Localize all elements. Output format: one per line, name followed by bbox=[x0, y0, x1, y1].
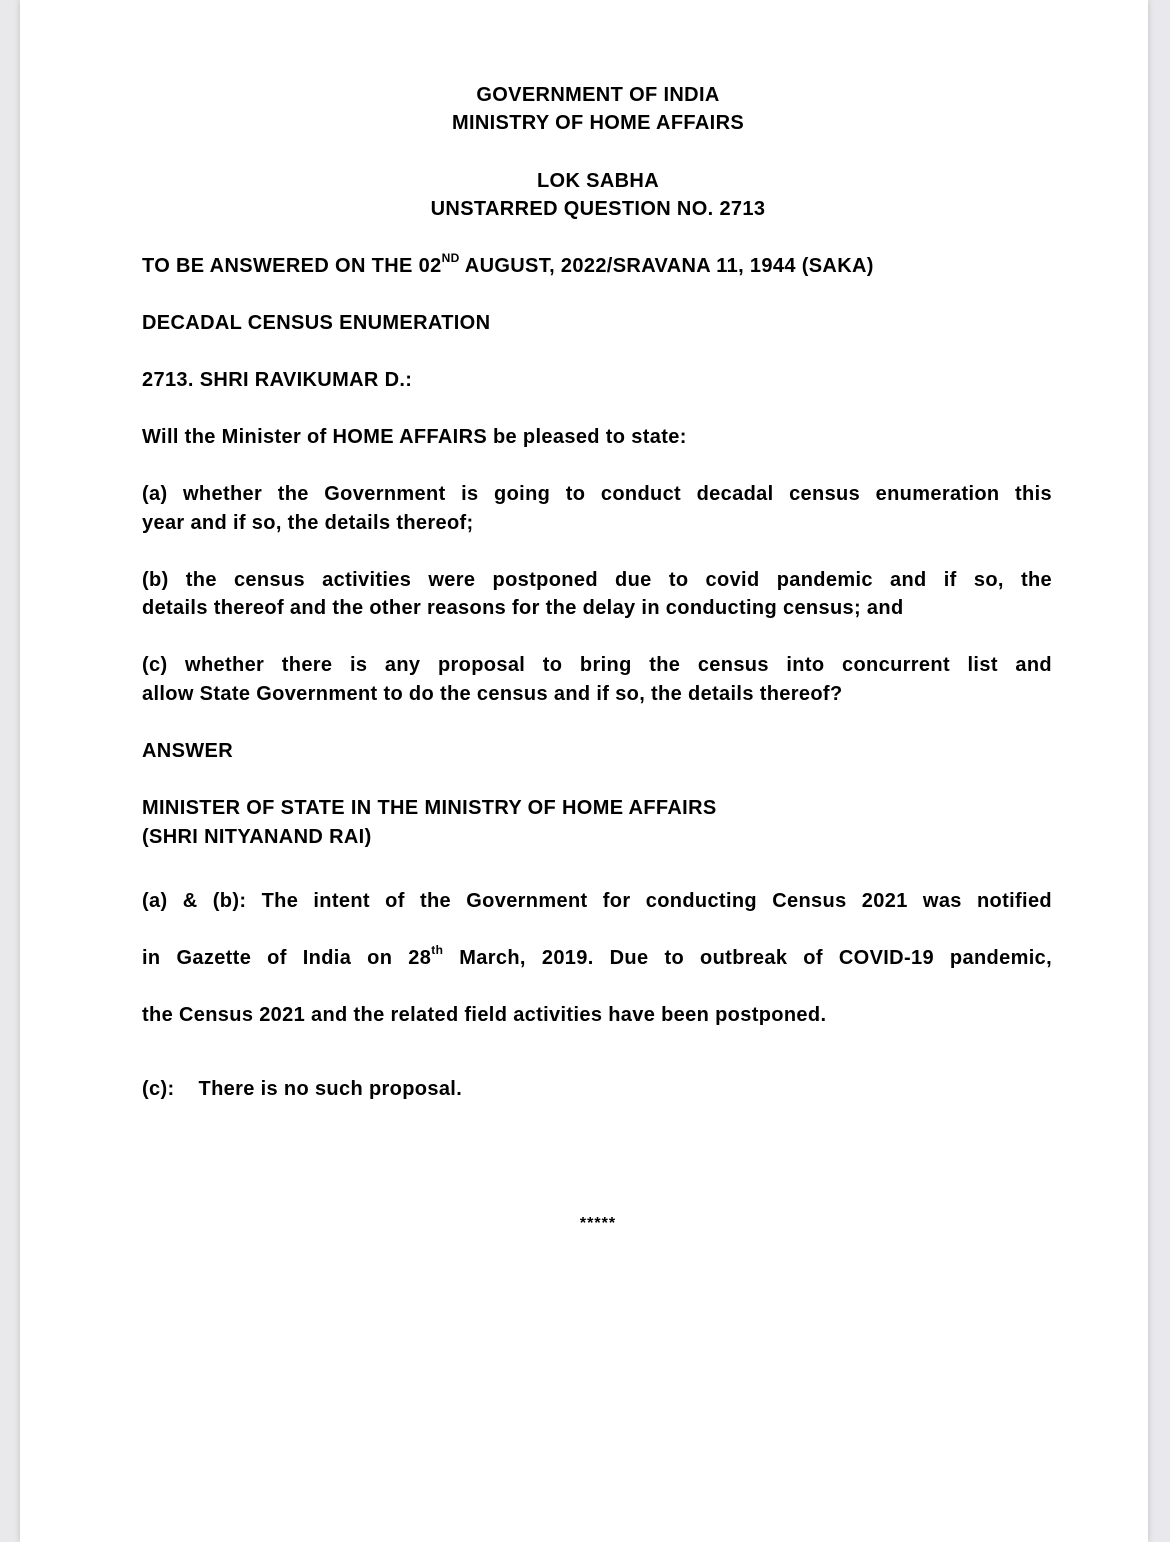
house-heading: LOK SABHA bbox=[536, 170, 660, 192]
answer-ab-line2-prefix: in Gazette of India on 28 bbox=[142, 947, 432, 969]
document-page bbox=[20, 0, 1148, 1542]
question-a-line2: year and if so, the details thereof; bbox=[142, 512, 474, 534]
answer-c bbox=[142, 1077, 462, 1101]
answer-date-sup: ND bbox=[441, 251, 460, 266]
question-c-line1: (c) whether there is any proposal to bring the census into concurrent list and bbox=[142, 654, 1052, 676]
question-c-line2: allow State Government to do the census and if so, the details thereof? bbox=[142, 683, 843, 705]
answer-ab-line2 bbox=[142, 943, 1052, 970]
answer-c-text: There is no such proposal. bbox=[198, 1078, 463, 1100]
question-number: UNSTARRED QUESTION NO. 2713 bbox=[430, 198, 766, 220]
answer-c-label: (c): bbox=[142, 1078, 175, 1100]
question-a-line1: (a) whether the Government is going to conduct decadal census enumeration this bbox=[142, 483, 1052, 505]
answer-date bbox=[142, 251, 874, 278]
minister-name: (SHRI NITYANAND RAI) bbox=[142, 826, 372, 848]
question-b-line1: (b) the census activities were postponed due to covid pandemic and if so, the bbox=[142, 569, 1052, 591]
answer-ab-line2-sup: th bbox=[431, 943, 444, 958]
minister-title: MINISTER OF STATE IN THE MINISTRY OF HOME AFFAIRS bbox=[142, 797, 717, 819]
answer-ab-line1: (a) & (b): The intent of the Government for conducting Census 2021 was notified bbox=[142, 890, 1052, 912]
govt-heading: GOVERNMENT OF INDIA bbox=[476, 84, 720, 106]
answer-heading: ANSWER bbox=[142, 740, 233, 762]
answer-date-suffix: AUGUST, 2022/SRAVANA 11, 1944 (SAKA) bbox=[459, 255, 874, 277]
end-mark: ***** bbox=[579, 1215, 617, 1232]
question-b-line2: details thereof and the other reasons for the delay in conducting census; and bbox=[142, 597, 904, 619]
subject-title: DECADAL CENSUS ENUMERATION bbox=[142, 312, 491, 334]
member-name: 2713. SHRI RAVIKUMAR D.: bbox=[142, 369, 413, 391]
answer-date-prefix: TO BE ANSWERED ON THE 02 bbox=[142, 255, 442, 277]
answer-ab-line2-suffix: March, 2019. Due to outbreak of COVID-19 pandemic, bbox=[443, 947, 1052, 969]
answer-ab-line3: the Census 2021 and the related field activities have been postponed. bbox=[142, 1004, 827, 1026]
question-intro: Will the Minister of HOME AFFAIRS be pleased to state: bbox=[142, 426, 687, 448]
ministry-heading: MINISTRY OF HOME AFFAIRS bbox=[451, 112, 745, 134]
